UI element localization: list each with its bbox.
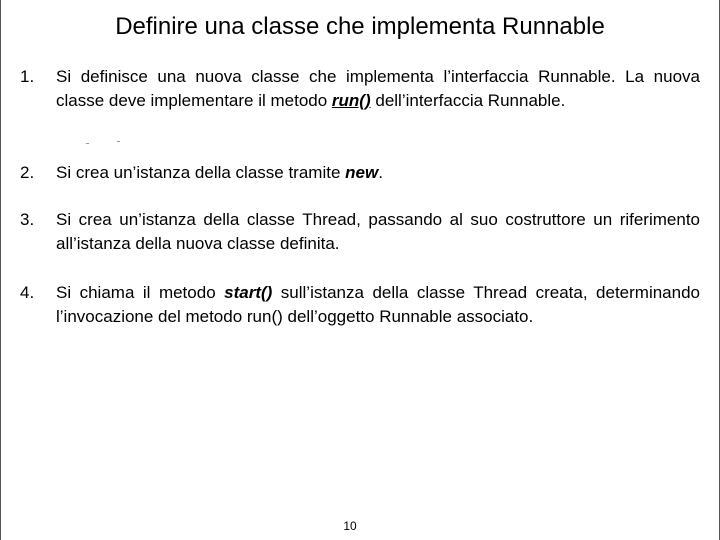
list-item-text bbox=[56, 281, 700, 329]
list-item-number: 3. bbox=[20, 210, 35, 229]
code-keyword-run: run() bbox=[331, 91, 371, 110]
code-keyword-new: new bbox=[345, 163, 379, 182]
list-item-1 bbox=[20, 65, 700, 113]
slide-left-border bbox=[0, 0, 1, 540]
list-item-text-part: . bbox=[378, 163, 383, 182]
page-number: 10 bbox=[343, 519, 357, 533]
list-item-text-part: Si definisce una nuova classe che implementa l’interfaccia Runnable. La nuova classe deve implementare il metodo bbox=[56, 67, 700, 110]
scan-specks bbox=[84, 140, 124, 146]
list-item-text-part: sull’istanza della classe Thread creata, determinando l’invocazione del metodo run() dell’oggetto Runnable associato. bbox=[56, 283, 700, 326]
speck-mark bbox=[117, 141, 120, 142]
list-item-number: 1. bbox=[20, 67, 35, 86]
list-item-text: Si crea un’istanza della classe Thread, passando al suo costruttore un riferimento all’istanza della nuova classe definita. bbox=[56, 210, 700, 253]
list-item-2 bbox=[20, 161, 700, 185]
code-keyword-start: start() bbox=[224, 283, 273, 302]
list-item-4 bbox=[20, 281, 700, 329]
speck-mark bbox=[86, 143, 89, 144]
list-item-number: 4. bbox=[20, 283, 35, 302]
list-item-number: 2. bbox=[20, 163, 35, 182]
list-item-text-part: Si chiama il metodo bbox=[56, 283, 225, 302]
list-item-3 bbox=[20, 208, 700, 256]
list-item-text-part: dell’interfaccia Runnable. bbox=[370, 91, 566, 110]
slide-title: Definire una classe che implementa Runnable bbox=[115, 13, 605, 40]
list-item-text-part: Si crea un’istanza della classe tramite bbox=[56, 163, 346, 182]
list-item-text bbox=[56, 161, 700, 185]
list-item-text bbox=[56, 65, 700, 113]
